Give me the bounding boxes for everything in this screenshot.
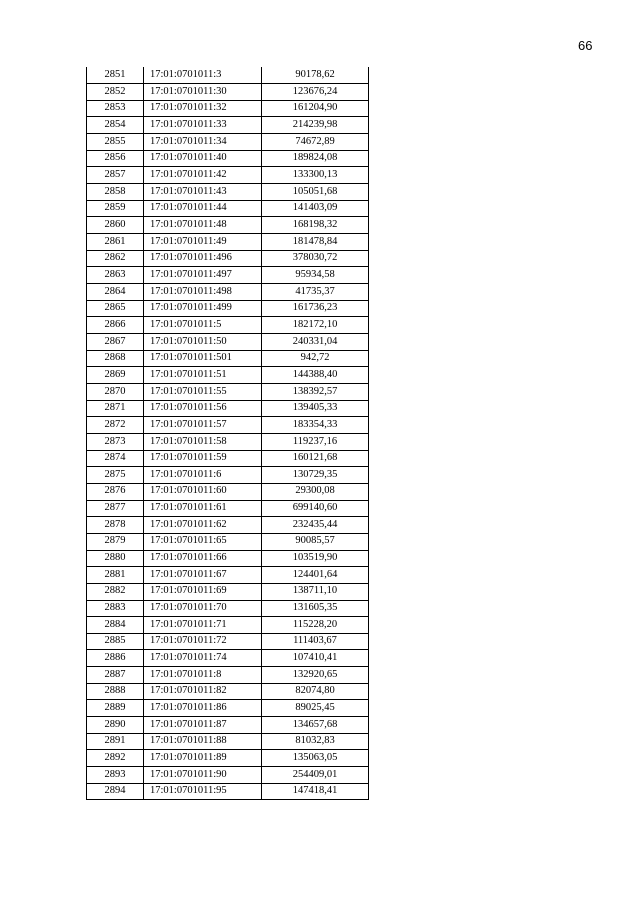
cadastral-value-cell: 699140,60 [262, 500, 369, 517]
table-row [87, 667, 369, 684]
cadastral-number-cell: 17:01:0701011:65 [144, 533, 262, 550]
row-number-cell: 2876 [87, 483, 144, 500]
table-row [87, 517, 369, 534]
cadastral-number-cell: 17:01:0701011:8 [144, 667, 262, 684]
table-row [87, 700, 369, 717]
table-row [87, 650, 369, 667]
cadastral-value-cell: 95934,58 [262, 267, 369, 284]
cadastral-number-cell: 17:01:0701011:89 [144, 750, 262, 767]
row-number-cell: 2871 [87, 400, 144, 417]
cadastral-number-cell: 17:01:0701011:30 [144, 84, 262, 101]
row-number-cell: 2878 [87, 517, 144, 534]
row-number-cell: 2873 [87, 433, 144, 450]
table-row [87, 67, 369, 84]
cadastral-value-cell: 131605,35 [262, 600, 369, 617]
cadastral-number-cell: 17:01:0701011:6 [144, 467, 262, 484]
cadastral-number-cell: 17:01:0701011:95 [144, 783, 262, 800]
cadastral-number-cell: 17:01:0701011:87 [144, 717, 262, 734]
cadastral-value-cell: 133300,13 [262, 167, 369, 184]
cadastral-value-cell: 89025,45 [262, 700, 369, 717]
row-number-cell: 2892 [87, 750, 144, 767]
cadastral-value-cell: 181478,84 [262, 234, 369, 251]
table-row [87, 150, 369, 167]
table-row [87, 317, 369, 334]
row-number-cell: 2875 [87, 467, 144, 484]
table-row [87, 683, 369, 700]
row-number-cell: 2881 [87, 567, 144, 584]
cadastral-value-cell: 74672,89 [262, 134, 369, 151]
cadastral-value-cell: 189824,08 [262, 150, 369, 167]
cadastral-value-cell: 107410,41 [262, 650, 369, 667]
cadastral-value-cell: 103519,90 [262, 550, 369, 567]
table-row [87, 367, 369, 384]
row-number-cell: 2870 [87, 383, 144, 400]
table-row [87, 350, 369, 367]
cadastral-number-cell: 17:01:0701011:3 [144, 67, 262, 84]
table-row [87, 234, 369, 251]
cadastral-number-cell: 17:01:0701011:82 [144, 683, 262, 700]
cadastral-value-cell: 81032,83 [262, 733, 369, 750]
row-number-cell: 2862 [87, 250, 144, 267]
cadastral-value-cell: 138711,10 [262, 583, 369, 600]
row-number-cell: 2894 [87, 783, 144, 800]
table-row [87, 467, 369, 484]
cadastral-number-cell: 17:01:0701011:34 [144, 134, 262, 151]
table-row [87, 167, 369, 184]
row-number-cell: 2867 [87, 334, 144, 351]
cadastral-value-cell: 378030,72 [262, 250, 369, 267]
cadastral-number-cell: 17:01:0701011:66 [144, 550, 262, 567]
table-row [87, 633, 369, 650]
row-number-cell: 2852 [87, 84, 144, 101]
table-row [87, 617, 369, 634]
cadastral-number-cell: 17:01:0701011:43 [144, 184, 262, 201]
row-number-cell: 2889 [87, 700, 144, 717]
cadastral-number-cell: 17:01:0701011:56 [144, 400, 262, 417]
table-row [87, 717, 369, 734]
cadastral-number-cell: 17:01:0701011:48 [144, 217, 262, 234]
table-row [87, 117, 369, 134]
cadastral-number-cell: 17:01:0701011:50 [144, 334, 262, 351]
table-row [87, 733, 369, 750]
cadastral-value-cell: 183354,33 [262, 417, 369, 434]
table-row [87, 600, 369, 617]
row-number-cell: 2854 [87, 117, 144, 134]
cadastral-value-cell: 105051,68 [262, 184, 369, 201]
cadastral-value-cell: 29300,08 [262, 483, 369, 500]
cadastral-number-cell: 17:01:0701011:496 [144, 250, 262, 267]
cadastral-value-cell: 254409,01 [262, 767, 369, 784]
row-number-cell: 2883 [87, 600, 144, 617]
row-number-cell: 2882 [87, 583, 144, 600]
cadastral-number-cell: 17:01:0701011:40 [144, 150, 262, 167]
cadastral-value-cell: 124401,64 [262, 567, 369, 584]
table-row [87, 200, 369, 217]
row-number-cell: 2884 [87, 617, 144, 634]
cadastral-value-cell: 161736,23 [262, 300, 369, 317]
table-row [87, 267, 369, 284]
cadastral-value-cell: 141403,09 [262, 200, 369, 217]
row-number-cell: 2858 [87, 184, 144, 201]
cadastral-value-cell: 139405,33 [262, 400, 369, 417]
table-row [87, 750, 369, 767]
row-number-cell: 2868 [87, 350, 144, 367]
row-number-cell: 2856 [87, 150, 144, 167]
cadastral-number-cell: 17:01:0701011:44 [144, 200, 262, 217]
row-number-cell: 2859 [87, 200, 144, 217]
cadastral-value-table [86, 67, 369, 800]
row-number-cell: 2869 [87, 367, 144, 384]
table-row [87, 217, 369, 234]
cadastral-number-cell: 17:01:0701011:49 [144, 234, 262, 251]
row-number-cell: 2890 [87, 717, 144, 734]
cadastral-number-cell: 17:01:0701011:59 [144, 450, 262, 467]
row-number-cell: 2857 [87, 167, 144, 184]
table-row [87, 300, 369, 317]
row-number-cell: 2885 [87, 633, 144, 650]
table-row [87, 100, 369, 117]
table-row [87, 767, 369, 784]
cadastral-value-cell: 182172,10 [262, 317, 369, 334]
row-number-cell: 2866 [87, 317, 144, 334]
row-number-cell: 2888 [87, 683, 144, 700]
cadastral-number-cell: 17:01:0701011:499 [144, 300, 262, 317]
table-row [87, 783, 369, 800]
table-row [87, 500, 369, 517]
table-body [87, 67, 369, 800]
cadastral-number-cell: 17:01:0701011:58 [144, 433, 262, 450]
table-row [87, 417, 369, 434]
row-number-cell: 2853 [87, 100, 144, 117]
cadastral-value-cell: 147418,41 [262, 783, 369, 800]
table-row [87, 84, 369, 101]
table-row [87, 567, 369, 584]
table-row [87, 134, 369, 151]
cadastral-value-cell: 82074,80 [262, 683, 369, 700]
row-number-cell: 2887 [87, 667, 144, 684]
row-number-cell: 2877 [87, 500, 144, 517]
table-row [87, 284, 369, 301]
cadastral-value-cell: 144388,40 [262, 367, 369, 384]
cadastral-number-cell: 17:01:0701011:5 [144, 317, 262, 334]
cadastral-number-cell: 17:01:0701011:67 [144, 567, 262, 584]
cadastral-number-cell: 17:01:0701011:501 [144, 350, 262, 367]
cadastral-value-cell: 942,72 [262, 350, 369, 367]
cadastral-value-cell: 232435,44 [262, 517, 369, 534]
cadastral-number-cell: 17:01:0701011:70 [144, 600, 262, 617]
cadastral-value-cell: 123676,24 [262, 84, 369, 101]
cadastral-value-cell: 214239,98 [262, 117, 369, 134]
row-number-cell: 2861 [87, 234, 144, 251]
cadastral-value-cell: 138392,57 [262, 383, 369, 400]
cadastral-value-cell: 90178,62 [262, 67, 369, 84]
cadastral-number-cell: 17:01:0701011:55 [144, 383, 262, 400]
table-row [87, 533, 369, 550]
cadastral-value-cell: 119237,16 [262, 433, 369, 450]
cadastral-number-cell: 17:01:0701011:69 [144, 583, 262, 600]
cadastral-number-cell: 17:01:0701011:74 [144, 650, 262, 667]
table-row [87, 383, 369, 400]
table-row [87, 583, 369, 600]
table-row [87, 400, 369, 417]
cadastral-value-cell: 130729,35 [262, 467, 369, 484]
table-row [87, 450, 369, 467]
cadastral-value-cell: 135063,05 [262, 750, 369, 767]
cadastral-number-cell: 17:01:0701011:42 [144, 167, 262, 184]
cadastral-number-cell: 17:01:0701011:62 [144, 517, 262, 534]
cadastral-value-cell: 41735,37 [262, 284, 369, 301]
cadastral-value-cell: 160121,68 [262, 450, 369, 467]
cadastral-number-cell: 17:01:0701011:497 [144, 267, 262, 284]
cadastral-value-cell: 168198,32 [262, 217, 369, 234]
table-row [87, 334, 369, 351]
row-number-cell: 2893 [87, 767, 144, 784]
cadastral-number-cell: 17:01:0701011:71 [144, 617, 262, 634]
row-number-cell: 2891 [87, 733, 144, 750]
cadastral-number-cell: 17:01:0701011:72 [144, 633, 262, 650]
cadastral-value-cell: 90085,57 [262, 533, 369, 550]
cadastral-value-cell: 240331,04 [262, 334, 369, 351]
cadastral-number-cell: 17:01:0701011:57 [144, 417, 262, 434]
row-number-cell: 2880 [87, 550, 144, 567]
row-number-cell: 2860 [87, 217, 144, 234]
table-row [87, 250, 369, 267]
cadastral-number-cell: 17:01:0701011:51 [144, 367, 262, 384]
cadastral-value-cell: 111403,67 [262, 633, 369, 650]
cadastral-number-cell: 17:01:0701011:90 [144, 767, 262, 784]
cadastral-number-cell: 17:01:0701011:88 [144, 733, 262, 750]
row-number-cell: 2879 [87, 533, 144, 550]
cadastral-value-cell: 134657,68 [262, 717, 369, 734]
row-number-cell: 2851 [87, 67, 144, 84]
table-row [87, 433, 369, 450]
row-number-cell: 2886 [87, 650, 144, 667]
table-row [87, 483, 369, 500]
row-number-cell: 2863 [87, 267, 144, 284]
page-number: 66 [578, 38, 593, 53]
row-number-cell: 2872 [87, 417, 144, 434]
cadastral-number-cell: 17:01:0701011:61 [144, 500, 262, 517]
cadastral-number-cell: 17:01:0701011:33 [144, 117, 262, 134]
table-row [87, 184, 369, 201]
table-row [87, 550, 369, 567]
row-number-cell: 2865 [87, 300, 144, 317]
cadastral-number-cell: 17:01:0701011:60 [144, 483, 262, 500]
row-number-cell: 2855 [87, 134, 144, 151]
row-number-cell: 2874 [87, 450, 144, 467]
row-number-cell: 2864 [87, 284, 144, 301]
cadastral-value-cell: 132920,65 [262, 667, 369, 684]
cadastral-number-cell: 17:01:0701011:86 [144, 700, 262, 717]
cadastral-value-cell: 161204,90 [262, 100, 369, 117]
cadastral-value-cell: 115228,20 [262, 617, 369, 634]
cadastral-number-cell: 17:01:0701011:32 [144, 100, 262, 117]
cadastral-number-cell: 17:01:0701011:498 [144, 284, 262, 301]
